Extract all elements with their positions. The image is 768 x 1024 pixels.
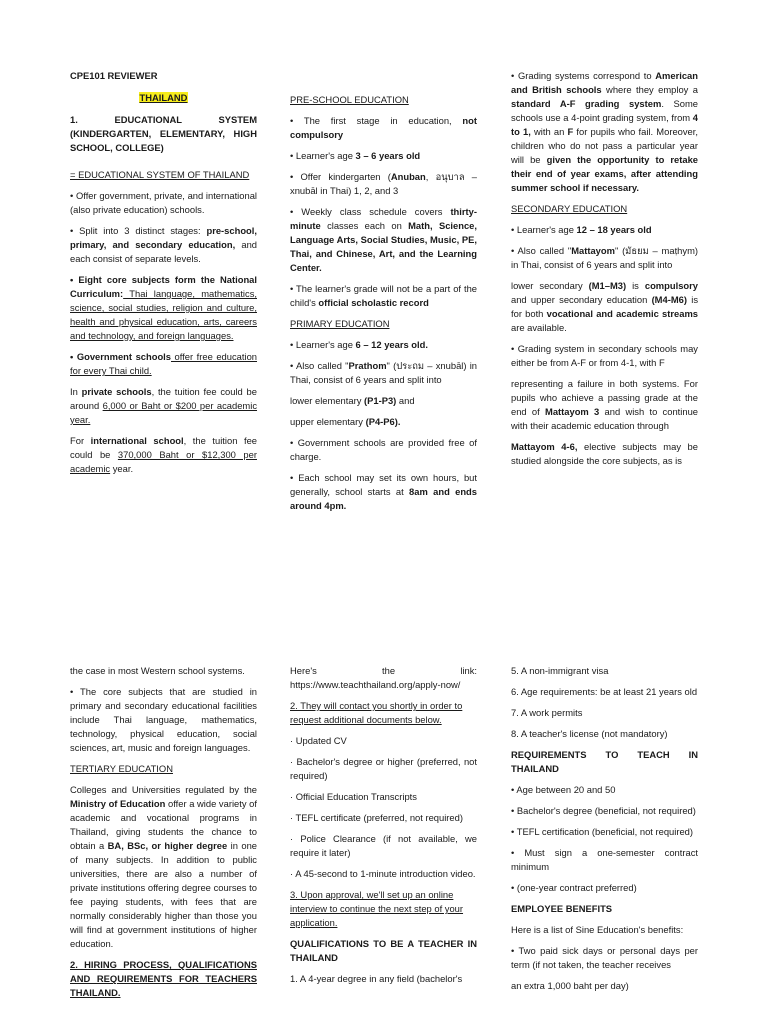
list-item: • Age between 20 and 50 bbox=[511, 784, 616, 795]
list-item: an extra 1,000 baht per day) bbox=[511, 980, 629, 991]
list-item: • (one-year contract preferred) bbox=[511, 882, 637, 893]
paragraph: lower elementary (P1-P3) and bbox=[290, 395, 415, 406]
paragraph: lower secondary (M1–M3) is compulsory and upper secondary education (M4-M6) is for both vocational and academic streams are available. bbox=[511, 280, 699, 333]
list-item: • Bachelor's degree (beneficial, not required) bbox=[511, 805, 696, 816]
paragraph: upper elementary (P4-P6). bbox=[290, 416, 401, 427]
list-item: 7. A work permits bbox=[511, 707, 583, 718]
numbered-step: 3. Upon approval, we'll set up an online interview to continue the next step of your application. bbox=[290, 889, 464, 928]
list-item: · TEFL certificate (preferred, not required) bbox=[290, 812, 463, 823]
column-6 bbox=[511, 664, 698, 1000]
apply-link[interactable]: https://www.teachthailand.org/apply-now/ bbox=[290, 679, 461, 690]
paragraph: • Government schools offer free education for every Thai child. bbox=[70, 351, 258, 376]
list-item: 8. A teacher's license (not mandatory) bbox=[511, 728, 668, 739]
section-heading: PRIMARY EDUCATION bbox=[290, 318, 390, 329]
section-heading-2: 2. HIRING PROCESS, QUALIFICATIONS AND REQUIREMENTS FOR TEACHERS THAILAND. bbox=[70, 959, 257, 998]
paragraph: • Grading systems correspond to American and British schools where they employ a standard A-F grading system. Some schools use a 4-point grading system, from 4 to 1, with an F for pupils who fail. Moreover, children who do not pass a particular year will be given the opportunity to retake their end of year exams, after attending summer school if necessary. bbox=[511, 70, 699, 193]
column-5 bbox=[290, 664, 477, 993]
list-item: • TEFL certification (beneficial, not required) bbox=[511, 826, 694, 837]
column-3 bbox=[511, 69, 698, 475]
column-4 bbox=[70, 664, 257, 1007]
column-1 bbox=[70, 69, 257, 483]
list-item: 6. Age requirements: be at least 21 years old bbox=[511, 686, 698, 697]
list-item: · A 45-second to 1-minute introduction video. bbox=[290, 868, 476, 879]
country-heading bbox=[70, 91, 257, 105]
paragraph: • Each school may set its own hours, but generally, school starts at 8am and ends around 4pm. bbox=[290, 472, 477, 511]
paragraph: In private schools, the tuition fee could be around 6,000 or Baht or $200 per academic year. bbox=[70, 386, 258, 425]
list-item: · Official Education Transcripts bbox=[290, 791, 417, 802]
section-heading: EMPLOYEE BENEFITS bbox=[511, 903, 613, 914]
subheading: = EDUCATIONAL SYSTEM OF THAILAND bbox=[70, 169, 250, 180]
paragraph: • Weekly class schedule covers thirty-minute classes each on Math, Science, Language Arts, Social Studies, Music, PE, Thai, and Chinese, Art, and the Learning Center. bbox=[290, 206, 477, 273]
section-heading: QUALIFICATIONS TO BE A TEACHER IN THAILAND bbox=[290, 938, 477, 963]
paragraph: • The core subjects that are studied in primary and secondary educational facilities include Thai language, mathematics, technology, physical education, social sciences, art, music and foreign languages. bbox=[70, 686, 257, 753]
paragraph: • Split into 3 distinct stages: pre-school, primary, and secondary education, and each consist of separate levels. bbox=[70, 225, 257, 264]
paragraph: representing a failure in both systems. For pupils who achieve a passing grade at the end of Mattayom 3 and wish to continue with their academic education through bbox=[511, 378, 699, 431]
paragraph: For international school, the tuition fee could be 370,000 Baht or $12,300 per academic year. bbox=[70, 435, 257, 474]
paragraph: • The learner's grade will not be a part of the child's official scholastic record bbox=[290, 283, 477, 308]
document-title: CPE101 REVIEWER bbox=[70, 70, 158, 81]
section-heading: SECONDARY EDUCATION bbox=[511, 203, 628, 214]
paragraph: Colleges and Universities regulated by the Ministry of Education offer a wide variety of academic and vocational programs in Thailand, giving students the chance to obtain a BA, BSc, or higher degree in one of many subjects. In addition to public universities, there are also a number of private institutions offering degree courses to fee paying students, with fees that are normally considerably higher than those you will find at government institutions of higher education. bbox=[70, 784, 258, 949]
list-item: · Updated CV bbox=[290, 735, 347, 746]
paragraph: • Eight core subjects form the National Curriculum: Thai language, mathematics, science, social studies, religion and culture, health and physical education, arts, careers and technology, and foreign languages. bbox=[70, 274, 257, 341]
numbered-step: 2. They will contact you shortly in order to request additional documents below. bbox=[290, 700, 463, 725]
paragraph: • Offer kindergarten (Anuban, อนุบาล – xnubāl in Thai) 1, 2, and 3 bbox=[290, 171, 477, 196]
list-item: · Bachelor's degree or higher (preferred, not required) bbox=[290, 756, 477, 781]
section-heading: PRE-SCHOOL EDUCATION bbox=[290, 94, 409, 105]
section-heading-1: 1. EDUCATIONAL SYSTEM (KINDERGARTEN, ELEMENTARY, HIGH SCHOOL, COLLEGE) bbox=[70, 114, 257, 153]
list-item: 1. A 4-year degree in any field (bachelor's bbox=[290, 973, 463, 984]
list-item: · Police Clearance (if not available, we require it later) bbox=[290, 833, 477, 858]
apply-link-paragraph: Here's the link: https://www.teachthailand.org/apply-now/ bbox=[290, 665, 477, 690]
paragraph: the case in most Western school systems. bbox=[70, 665, 245, 676]
paragraph: • Learner's age 12 – 18 years old bbox=[511, 224, 652, 235]
paragraph: • Grading system in secondary schools may either be from A-F or from 4-1, with F bbox=[511, 343, 698, 368]
section-heading: TERTIARY EDUCATION bbox=[70, 763, 173, 774]
paragraph: • Offer government, private, and international (also private education) schools. bbox=[70, 190, 257, 215]
paragraph: Here is a list of Sine Education's benefits: bbox=[511, 924, 684, 935]
list-item: • Must sign a one-semester contract minimum bbox=[511, 847, 698, 872]
section-heading: REQUIREMENTS TO TEACH IN THAILAND bbox=[511, 749, 698, 774]
column-2 bbox=[290, 91, 477, 520]
paragraph: • The first stage in education, not compulsory bbox=[290, 115, 477, 140]
list-item: • Two paid sick days or personal days per term (if not taken, the teacher receives bbox=[511, 945, 698, 970]
paragraph: • Government schools are provided free of charge. bbox=[290, 437, 477, 462]
paragraph: • Learner's age 3 – 6 years old bbox=[290, 150, 421, 161]
paragraph: Mattayom 4-6, elective subjects may be studied alongside the core subjects, as is bbox=[511, 441, 698, 466]
country-highlight: THAILAND bbox=[139, 92, 188, 103]
paragraph: • Also called "Mattayom" (มัธยม – maṭhym) in Thai, consist of 6 years and split into bbox=[511, 245, 699, 270]
list-item: 5. A non-immigrant visa bbox=[511, 665, 609, 676]
paragraph: • Learner's age 6 – 12 years old. bbox=[290, 339, 428, 350]
paragraph: • Also called "Prathom" (ประถม – xnubāl) in Thai, consist of 6 years and split into bbox=[290, 360, 478, 385]
